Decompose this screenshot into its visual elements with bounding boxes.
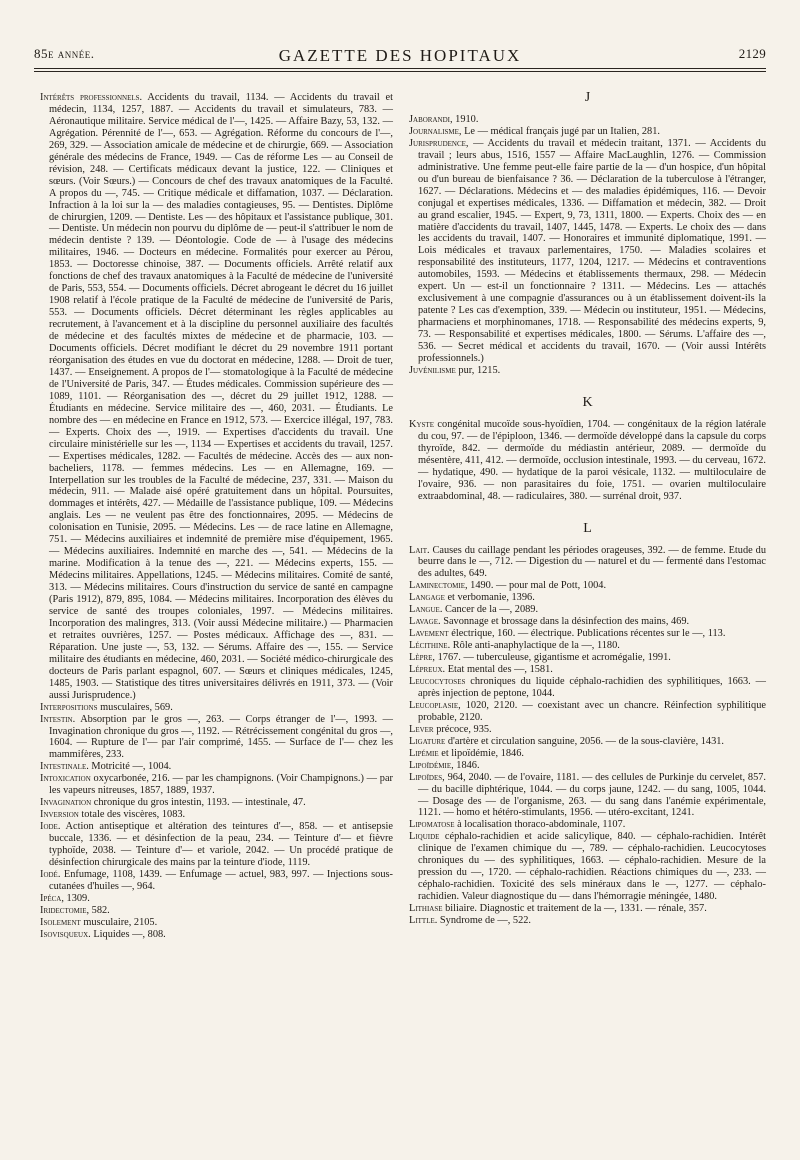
index-entry <box>409 700 766 724</box>
entry-headword: Langage <box>409 592 445 604</box>
index-entry <box>40 92 393 702</box>
entry-text: congénital mucoïde sous-hyoïdien, 1704. — congénitaux de la région latérale du cou, 97. — de l'épiploon, 1346. — dermoïde développé dans la capsule du corps thyroïde, 842. — dermoïde du médiastin antérieur, 2089. — dermoïde du mésentère, 411, 412. — dermoïde, occlusion intestinale, 1993. — du cerveau, 1672. — hydatique, 490. — hydatique de la paroi vésicale, 1132. — multiloculaire de l'ovaire, 936. — non parasitaires du foie, 1751. — ovarien multiloculaire extraabdominal, 48. — radiculaires, 380. — surrénal droit, 937. <box>418 418 766 502</box>
entry-headword: Lithiase <box>409 903 443 915</box>
entry-text: Le — médical français jugé par un Italien, 281. <box>461 125 660 137</box>
j-entries <box>409 114 766 377</box>
entry-headword: Lipoïdes, <box>409 771 445 783</box>
entry-headword: Lipomatose <box>409 819 455 831</box>
entry-headword: Leucoplasie, <box>409 699 461 711</box>
index-entry <box>40 821 393 869</box>
entry-headword: Iridectomie, <box>40 904 90 916</box>
entry-text: Rôle anti-anaphylactique de la —, 1180. <box>450 640 620 652</box>
entry-headword: Lèpre, <box>409 652 436 664</box>
entry-text: 1309. <box>63 892 90 904</box>
index-entry <box>409 760 766 772</box>
index-entry <box>409 724 766 736</box>
page-number: 2129 <box>738 46 766 61</box>
index-entry <box>409 545 766 581</box>
section-letter-j: J <box>584 90 591 105</box>
index-entry <box>409 652 766 664</box>
entry-text: Action antiseptique et altération des teintures d'—, 858. — et antisepsie buccale, 1336. — et désinfection de la peau, 234. — Teinture d'— et fièvre typhoïde, 2038. — Teinture d'— et variole, 2042. — Un procédé pratique de désinfection chirurgicale des mains par la teinture d'iode, 1119. <box>49 821 393 868</box>
entry-headword: Lavage. <box>409 616 441 628</box>
entry-headword: Lever <box>409 723 434 735</box>
section-letter-k: K <box>582 394 593 410</box>
entry-headword: Liquide <box>409 831 440 843</box>
entry-text: 964, 2040. — de l'ovaire, 1181. — des cellules de Purkinje du cervelet, 857. — du bacille diphtérique, 1044. — du corps jaune, 1242. — du sang, 1005, 1044. — Dosage des — de l'organisme, 263. — du sang dans l'anémie expérimentale, 1121. — homo et hétéro-stimulants, 1956. — utéro-excitant, 1241. <box>418 771 766 819</box>
index-entry <box>40 929 393 941</box>
index-entry <box>409 676 766 700</box>
index-entry <box>409 831 766 903</box>
entry-text: Syndrome de —, 522. <box>437 915 532 927</box>
index-entry <box>40 773 393 797</box>
issue-label: 85e année. <box>34 46 95 61</box>
entry-text: Accidents du travail, 1134. — Accidents du travail et médecin, 1134, 1257, 1887. — Accidents du travail et simulateurs, 783. — Aéronautique militaire. Service médical de l'—, 1425. — Affaire Bazy, 53, 132. — Agrégation. Pérennité de l'—, 653. — Agrégation. Réforme du concours de l'—, 269, 329. — Association amicale de médecine et de chirurgie, 669. — Association générale des médecins de France, 1949. — Cas de réforme Les — au Conseil de révision, 248. — Certificats médicaux devant la justice, 122. — Cliniques et sœurs. (Voir Sœurs.) — Concours de chef des travaux anatomiques de la Faculté. A propos du —, 745. — Critique médicale et diffamation, 1037. — Déclaration. Infraction à la loi sur la — des maladies contagieuses, 95. — Dentistes. Diplôme de chirurgien, 1209. — Dentiste. Les — des hôpitaux et l'assistance publique, 301. — Dentiste. Un médecin non pourvu du diplôme de — peut-il s'attribuer le nom de médecin dentiste ? 139. — Déontologie. Code de — à l'usage des médecins militaires, 1946. — Docteurs en médecine. Formalités pour exercer au Pérou, 1853. — Doctoresse chinoise, 387. — Documents officiels. Arrêté relatif aux fonctions de chef des travaux anatomiques à la Faculté de médecine de l'université de Paris, 553, 554. — Documents officiels. Décret abrogeant le décret du 16 juillet 1908 relatif à l'école pratique de la Faculté de médecine de l'université de Paris, 553. — Documents officiels. Décret déterminant les règles applicables au recrutement, à l'avancement et à la discipline du personnel auxiliaire des facultés de médecine et des facultés mixtes de médecine et de pharmacie, 103. — Documents officiels. Décret modifiant le décret du 29 novembre 1911 portant réorganisation des études en vue du doctorat en médecine, 1288. — Droit de tuer, 1437. — Enseignement. A propos de l'— stomatologique à la Faculté de médecine de l'Université de Paris, 347. — Études médicales. Commission supérieure des —1089, 1101. — Réorganisation des —, décret du 29 juillet 1912, 1288. — Étudiants en médecine. Service militaire des —, 460, 2031. — Étudiants. Le nombre des — en médecine en France en 1912, 573. — Exercice illégal, 197, 783. — Experts. Choix des —, 1919. — Expertises d'accidents du travail. Une circulaire ministérielle sur les —, 1134 — Expertises et accidents du travail, 1257. — Expertises médicales, 1282. — Facultés de médecine. Accès des — aux non-bacheliers, 1178. — femmes médecins. Les — en Allemagne, 169. — Interpellation sur les troubles de la Faculté de médecine, 237, 331. — Maison du médecin, 911. — Malade aisé opéré gratuitement dans un hôpital. Poursuites, dommages et intérêts, 427. — Médaille de l'assistance publique, 109. — Médecins anglais. Les — ne veulent pas être des fonctionnaires, 2095. — Médecins de colonisation en Tunisie, 2095. — Médecins. Les — de race latine en Allemagne, 751. — Médecins auxiliaires et indemnité de première mise d'équipement, 1965. — Médecins auxiliaires. Indemnité en marche des —, 541. — Médecins de la marine. Modification à la tenue des —, 221. — Médecins experts, 155. — Médecins militaires. Appellations, 1245. — Médecins militaires. Comité de santé, 313. — Médecins militaires. Cours d'instruction du service de santé en campagne (Paris 1912), 879, 895, 1084. — Médecins militaires. Incorporation des élèves du service de santé des troupes coloniales, 1997. — Médecins militaires. Incorporation des malingres, 313. (Voir aussi Médecine militaire.) — Pharmacien et retraites ouvrières, 1257. — Postes médicaux. Affichage des —, 831. — Réparation. Une juste —, 53, 132. — Sérums. Affaire des —, 155. — Service militaire des étudiants en médecine, 460, 2031. — Société médico-chirurgicale des docteurs de Paris parlant espagnol, 607. — Sœurs et cliniques médicales, 1245, 1485, 1903. — Statistique des titres universitaires délivrés en 1911, 373. — (Voir aussi Jurisprudence.) <box>49 92 393 701</box>
header-rule-double <box>34 71 766 72</box>
entry-headword: Intérêts professionnels. <box>40 92 143 103</box>
entry-headword: Lécithine. <box>409 640 451 652</box>
entry-text: Motricité —, 1004. <box>88 761 172 773</box>
entry-text: précoce, 935. <box>433 723 492 735</box>
entry-headword: Intestin. <box>40 713 76 725</box>
index-entry <box>409 772 766 820</box>
index-entry <box>409 138 766 365</box>
index-entry <box>409 819 766 831</box>
index-entry <box>409 664 766 676</box>
index-entry <box>409 628 766 640</box>
entry-headword: Iodé. <box>40 868 61 880</box>
entry-text: 1846. <box>453 759 480 771</box>
l-entries <box>409 545 766 928</box>
index-entry <box>40 809 393 821</box>
entry-headword: Intestinale. <box>40 761 89 773</box>
entry-text: électrique, 160. — électrique. Publications récentes sur le —, 113. <box>448 628 726 640</box>
index-entry <box>409 736 766 748</box>
entry-text: — Accidents du travail et médecin traitant, 1371. — Accidents du travail ; leurs abus, 1516, 1557 — Affaire MacLaughlin, 1276. — Commission administrative. Une femme peut-elle faire partie de la — d'un hospice, d'un hôpital ou d'un bureau de bienfaisance ? 36. — Déclaration de la tuberculose à l'étranger, 1627. — Déclarations. Médecins et — des maladies épidémiques, 116. — Devoir conjugal et expertises médicales, 1336. — Diffamation et médecin, 382. — Droit au grand escalier, 1945. — Expert, 9, 73, 1311, 1800. — Experts. Choix des — en matière d'accidents du travail, 1407, 1445, 1478. — Experts. Le choix des — dans les accidents du travail, 1407. — Honoraires et immunité diplomatique, 1991. — Lois médicales et travaux parlementaires, 1750. — Maladies scolaires et responsabilité des instituteurs, 1177, 1204, 1217. — Médecins et contraventions automobiles, 1593. — Médecins et établissements thermaux, 298. — Médecin expert. Un — est-il un fonctionnaire ? 1311. — Médecins. Les — attachés exclusivement à une compagnie d'assurances ou à un établissement doivent-ils la patente ? Les cas d'exemption, 339. — Médecin ou instituteur, 1951. — Médecins, pharmaciens et morphinomanes, 1718. — Responsabilité des médecins experts, 9, 73. — Responsabilité et expertises médicales, 1800. — Sérums. L'affaire des —, 536. — Secret médical et accidents du travail, 1670. — (Voir aussi Intérêts professionnels.) <box>418 137 766 365</box>
entry-text: d'artère et circulation sanguine, 2056. — de la sous-clavière, 1431. <box>445 735 725 747</box>
index-entry <box>409 903 766 915</box>
entry-headword: Lipoïdémie, <box>409 759 454 771</box>
index-entry <box>409 592 766 604</box>
entry-headword: Inversion <box>40 809 79 821</box>
entry-headword: Lépreux. <box>409 664 446 676</box>
entry-text: oxycarbonée, 216. — par les champignons. (Voir Champignons.) — par les vapeurs nitreuses, 1857, 1889, 1937. <box>49 773 393 797</box>
entry-headword: Lipémie <box>409 747 439 759</box>
index-entry <box>409 114 766 126</box>
entry-text: Enfumage, 1108, 1439. — Enfumage — actuel, 983, 997. — Injections sous-cutanées d'huiles —, 964. <box>49 868 393 892</box>
index-entry <box>409 126 766 138</box>
entry-text: 1910. <box>452 113 479 125</box>
entry-headword: Ligature <box>409 735 446 747</box>
entry-headword: Lavement <box>409 628 449 640</box>
index-entry <box>409 640 766 652</box>
entry-text: musculaires, 569. <box>97 701 173 713</box>
entry-text: Liquides —, 808. <box>90 928 166 940</box>
entry-headword: Invagination <box>40 797 92 809</box>
entry-headword: Isovisqueux. <box>40 928 91 940</box>
journal-title: GAZETTE DES HOPITAUX <box>278 46 522 65</box>
entry-text: biliaire. Diagnostic et traitement de la —, 1331. — rénale, 357. <box>442 903 707 915</box>
entry-headword: Little. <box>409 915 438 927</box>
k-entries <box>409 419 766 503</box>
entry-text: 1767. — tuberculeuse, gigantisme et acromégalie, 1991. <box>435 652 671 664</box>
index-entry <box>409 748 766 760</box>
index-entry <box>409 915 766 927</box>
entry-headword: Iode. <box>40 821 61 833</box>
entry-headword: Intoxication <box>40 773 91 785</box>
entry-headword: Interpositions <box>40 701 98 713</box>
entry-headword: Leucocytoses <box>409 675 466 687</box>
index-entry <box>40 702 393 714</box>
entry-text: chroniques du liquide céphalo-rachidien des syphilitiques, 1663. — après injection de peptone, 1044. <box>418 675 766 699</box>
entry-headword: Juvénilisme <box>409 364 456 376</box>
entry-text: musculaire, 2105. <box>80 916 158 928</box>
index-entry <box>40 905 393 917</box>
entry-text: Causes du caillage pendant les périodes orageuses, 392. — de femme. Etude du beurre dans le —, 712. — Digestion du — naturel et du — fermenté dans l'estomac des adultes, 649. <box>418 544 766 580</box>
entry-headword: Ipéca, <box>40 892 64 904</box>
right-column <box>409 92 766 927</box>
entry-text: chronique du gros intestin, 1193. — intestinale, 47. <box>91 797 306 809</box>
entry-text: Etat mental des —, 1581. <box>445 664 553 676</box>
entry-headword: Langue. <box>409 604 443 616</box>
entry-headword: Isolement <box>40 916 81 928</box>
index-entry <box>409 580 766 592</box>
entry-headword: Jaborandi, <box>409 113 453 125</box>
index-entry <box>40 917 393 929</box>
index-entry <box>409 365 766 377</box>
entry-headword: Jurisprudence, <box>409 137 469 149</box>
entry-text: 582. <box>89 904 110 916</box>
index-entry <box>40 714 393 762</box>
index-entry <box>40 869 393 893</box>
entry-headword: Journalisme, <box>409 125 462 137</box>
entry-text: 1020, 2120. — coexistant avec un chancre. Réinfection syphilitique probable, 2120. <box>418 699 766 723</box>
entry-headword: Kyste <box>409 418 434 430</box>
index-entry <box>40 761 393 773</box>
entry-text: Absorption par le gros —, 263. — Corps étranger de l'—, 1993. — Invagination chronique du gros —, 1192. — Rétrécissement congénital du gros —, 1604. — Rupture de l'— par l'air comprimé, 1455. — Surface de l'— chez les mammifères, 233. <box>49 713 393 761</box>
index-entry <box>409 604 766 616</box>
entry-text: Savonnage et brossage dans la désinfection des mains, 469. <box>440 616 690 628</box>
entry-text: Cancer de la —, 2089. <box>442 604 539 616</box>
entry-text: et verbomanie, 1396. <box>444 592 535 604</box>
index-entry <box>409 616 766 628</box>
entry-text: totale des viscères, 1083. <box>78 809 186 821</box>
entry-headword: Laminectomie, <box>409 580 468 592</box>
entry-text: pur, 1215. <box>455 364 501 376</box>
entry-text: céphalo-rachidien et acide salicylique, 840. — céphalo-rachidien. Intérêt clinique de l'examen chimique du —, 789. — céphalo-rachidien. Leucocytoses chroniques du — des syphilitiques, 1663. — céphalo-rachidien. Mesure de la pression du —, 1720. — céphalo-rachidien. Réactions chimiques du —, 233. — céphalo-rachidien. Toxicité des sels minéraux dans le —, 1277. — céphalo-rachidien. Valeur diagnostique du — dans l'hémorragie méningée, 1480. <box>418 831 766 903</box>
entry-headword: Lait. <box>409 544 430 556</box>
header-rule <box>34 68 766 69</box>
section-letter-l: L <box>583 520 592 536</box>
entry-text: 1490. — pour mal de Pott, 1004. <box>467 580 607 592</box>
entry-text: à localisation thoraco-abdominale, 1107. <box>454 819 626 831</box>
index-entry <box>409 419 766 503</box>
index-entry <box>40 797 393 809</box>
left-column <box>40 92 393 941</box>
entry-text: et lipoïdémie, 1846. <box>438 747 524 759</box>
index-entry <box>40 893 393 905</box>
